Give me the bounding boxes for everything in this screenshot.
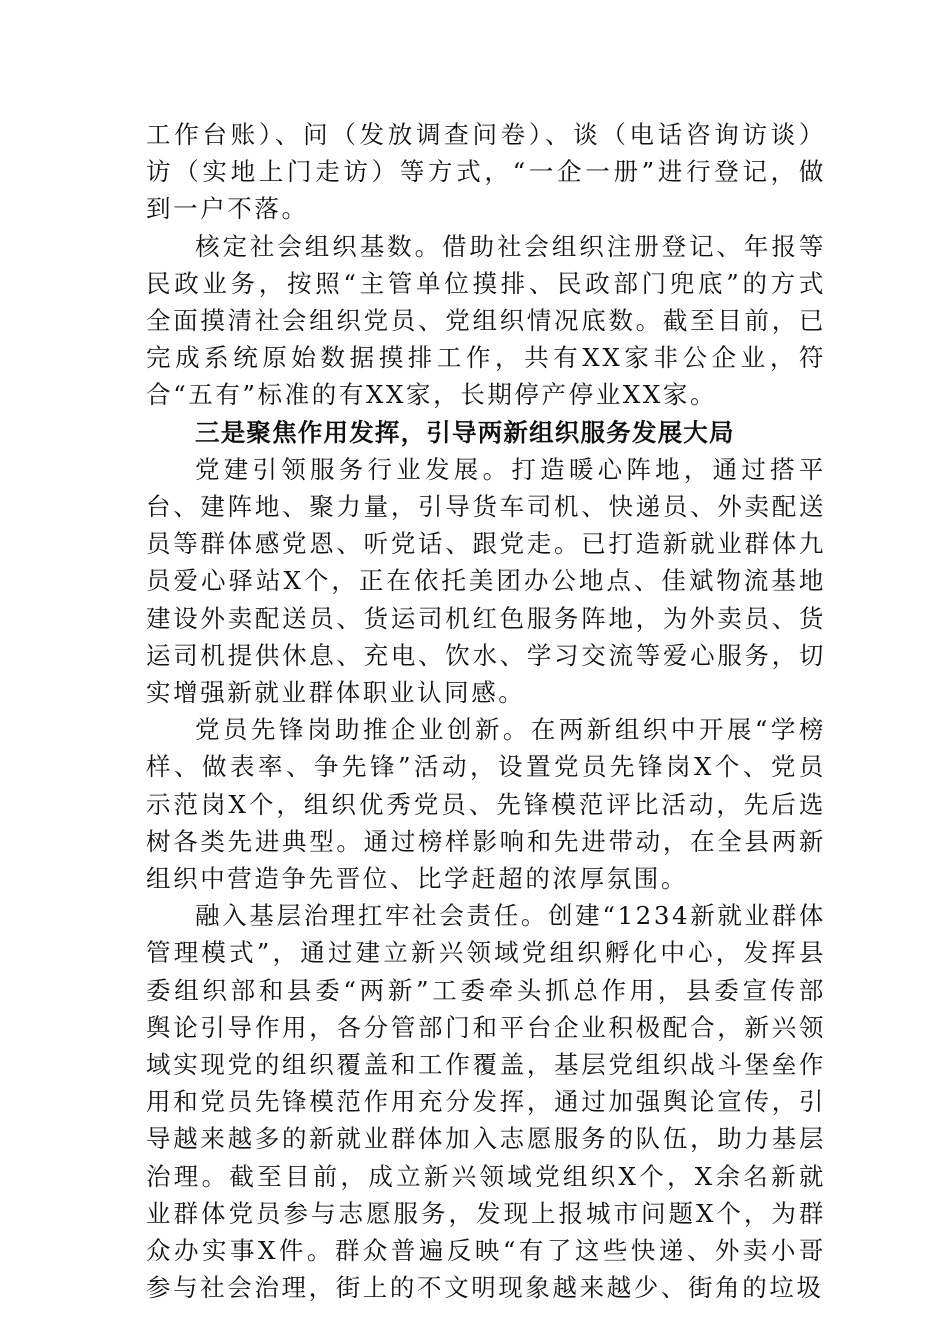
paragraph-continuation: 工作台账）、问（发放调查问卷）、谈（电话咨询访谈）访（实地上门走访）等方式，“一企一册”进行登记，做到一户不落。 (146, 120, 826, 224)
paragraph-social-org-count: 核定社会组织基数。借助社会组织注册登记、年报等民政业务，按照“主管单位摸排、民政部门兜底”的方式全面摸清社会组织党员、党组织情况底数。截至目前，已完成系统原始数据摸排工作，共有XX家非公企业，符合“五有”标准的有XX家，长期停产停业XX家。 (146, 231, 826, 410)
paragraph-pioneer-post: 党员先锋岗助推企业创新。在两新组织中开展“学榜样、做表率、争先锋”活动，设置党员先锋岗X个、党员示范岗X个，组织优秀党员、先锋模范评比活动，先后选树各类先进典型。通过榜样影响和先进带动，在全县两新组织中营造争先晋位、比学赶超的浓厚氛围。 (146, 715, 826, 894)
document-page (146, 116, 826, 1307)
paragraph-grassroots-governance: 融入基层治理扛牢社会责任。创建“1234新就业群体管理模式”，通过建立新兴领域党组织孵化中心，发挥县委组织部和县委“两新”工委牵头抓总作用，县委宣传部舆论引导作用，各分管部门和平台企业积极配合，新兴领域实现党的组织覆盖和工作覆盖，基层党组织战斗堡垒作用和党员先锋模范作用充分发挥，通过加强舆论宣传，引导越来越多的新就业群体加入志愿服务的队伍，助力基层治理。截至目前，成立新兴领域党组织X个，X余名新就业群体党员参与志愿服务，发现上报城市问题X个，为群众办实事X件。群众普遍反映“有了这些快递、外卖小哥参与社会治理，街上的不文明现象越来越少、街角的垃圾 (146, 901, 826, 1303)
section-heading-3: 三是聚焦作用发挥，引导两新组织服务发展大局 (195, 417, 735, 447)
paragraph-industry-development: 党建引领服务行业发展。打造暖心阵地，通过搭平台、建阵地、聚力量，引导货车司机、快递员、外卖配送员等群体感党恩、听党话、跟党走。已打造新就业群体九员爱心驿站X个，正在依托美团办公地点、佳斌物流基地建设外卖配送员、货运司机红色服务阵地，为外卖员、货运司机提供休息、充电、饮水、学习交流等爱心服务，切实增强新就业群体职业认同感。 (146, 454, 826, 708)
